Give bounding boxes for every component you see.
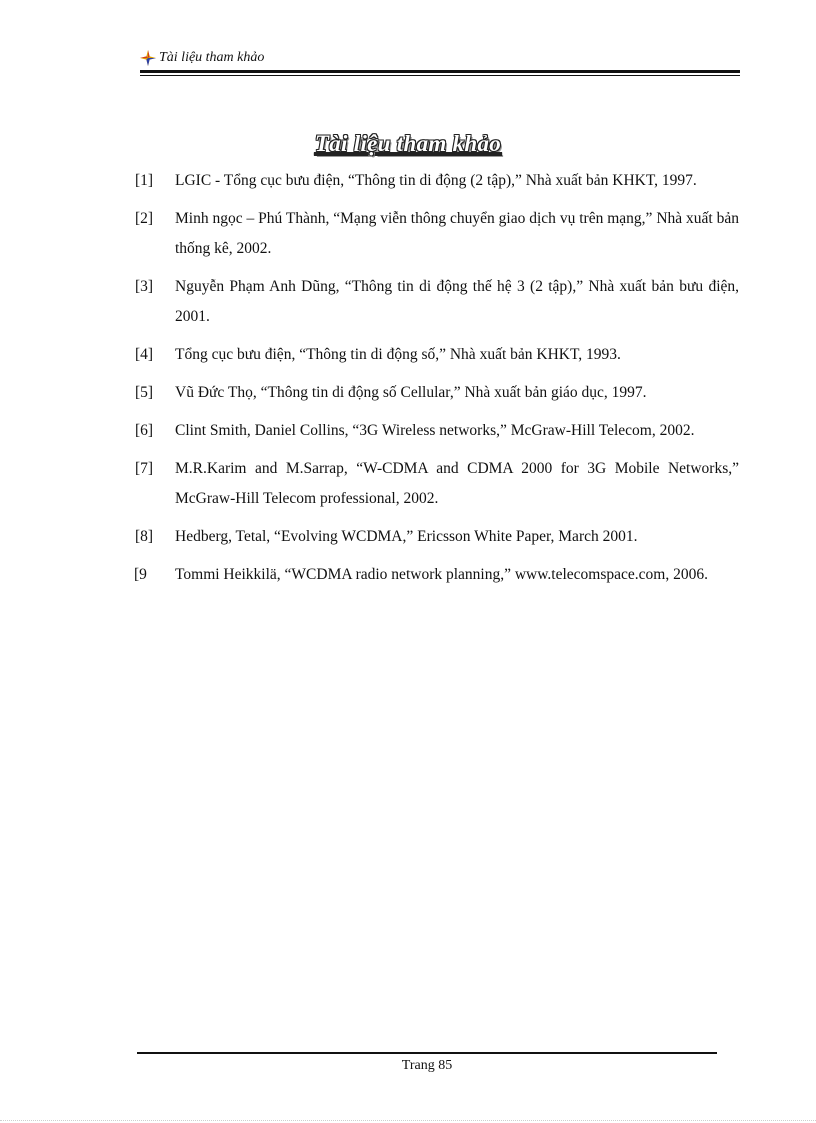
reference-number: [8] [135, 528, 154, 545]
reference-item [135, 272, 739, 332]
reference-number: [3] [135, 278, 154, 295]
reference-number: [5] [135, 384, 154, 401]
reference-text: M.R.Karim and M.Sarrap, “W-CDMA and CDMA 2000 for 3G Mobile Networks,” McGraw-Hill Telecom professional, 2002. [175, 460, 739, 507]
reference-text: Minh ngọc – Phú Thành, “Mạng viễn thông chuyển giao dịch vụ trên mạng,” Nhà xuất bản thống kê, 2002. [175, 210, 739, 257]
reference-item [135, 560, 739, 590]
page-edge-dotted-line [0, 1120, 816, 1121]
header-title: Tài liệu tham khảo [159, 50, 265, 65]
reference-item [135, 416, 739, 446]
reference-text: Tommi Heikkilä, “WCDMA radio network planning,” www.telecomspace.com, 2006. [175, 566, 708, 583]
four-point-star-icon [140, 50, 156, 66]
footer-divider [137, 1052, 717, 1054]
reference-number: [2] [135, 210, 154, 227]
reference-text: Hedberg, Tetal, “Evolving WCDMA,” Ericsson White Paper, March 2001. [175, 528, 638, 545]
reference-item [135, 340, 739, 370]
page-number: Trang 85 [401, 1058, 453, 1073]
header-divider [140, 70, 740, 73]
header-divider-thin [140, 75, 740, 76]
reference-text: Tổng cục bưu điện, “Thông tin di động số,” Nhà xuất bản KHKT, 1993. [175, 346, 621, 363]
reference-text: Nguyễn Phạm Anh Dũng, “Thông tin di động thế hệ 3 (2 tập),” Nhà xuất bản bưu điện, 2001. [175, 278, 739, 325]
reference-item [135, 378, 739, 408]
page-title: Tài liệu tham khảo [314, 131, 502, 156]
reference-text: Vũ Đức Thọ, “Thông tin di động số Cellular,” Nhà xuất bản giáo dục, 1997. [175, 384, 647, 401]
reference-number: [6] [135, 422, 154, 439]
reference-text: Clint Smith, Daniel Collins, “3G Wireless networks,” McGraw-Hill Telecom, 2002. [175, 422, 695, 439]
reference-item [135, 454, 739, 514]
page-header [140, 48, 740, 76]
reference-item [135, 166, 739, 196]
reference-text: LGIC - Tổng cục bưu điện, “Thông tin di động (2 tập),” Nhà xuất bản KHKT, 1997. [175, 172, 697, 189]
reference-number: [7] [135, 460, 154, 477]
reference-item [135, 522, 739, 552]
reference-number: [9 [134, 566, 147, 583]
reference-number: [1] [135, 172, 154, 189]
reference-item [135, 204, 739, 264]
reference-number: [4] [135, 346, 154, 363]
reference-list [135, 166, 739, 598]
